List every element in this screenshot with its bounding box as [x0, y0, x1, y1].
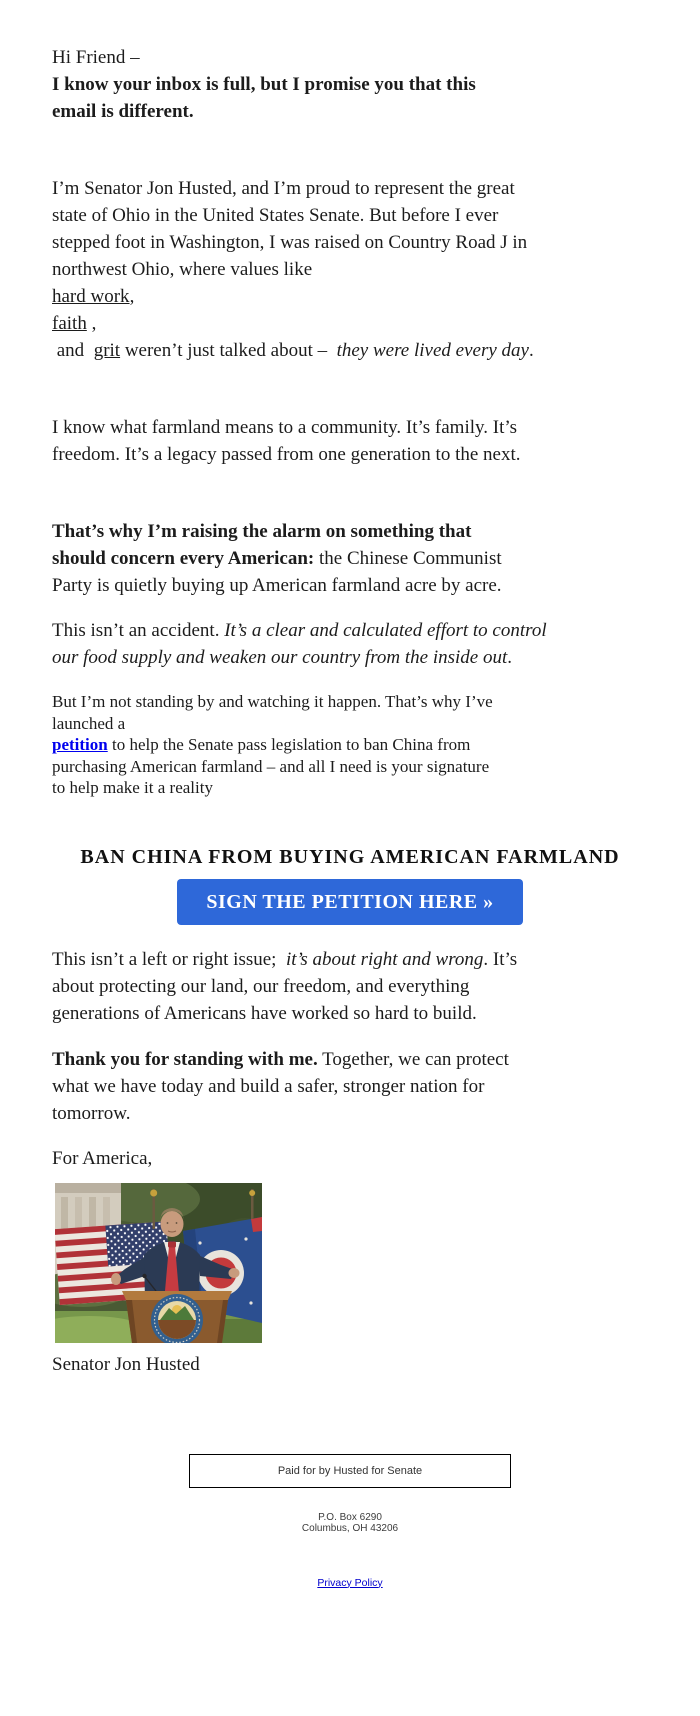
email-body — [50, 0, 650, 1716]
text-segment: generations of Americans have worked so hard to build. — [52, 1002, 477, 1024]
text-segment: it’s about right and wrong — [285, 948, 484, 970]
text-segment: northwest Ohio, where values like — [52, 259, 313, 280]
text-segment: faith — [52, 313, 87, 334]
petition-paragraph — [52, 691, 650, 799]
sign-petition-button[interactable]: SIGN THE PETITION HERE » — [177, 879, 523, 925]
paid-for-text: Paid for by Husted for Senate — [277, 1464, 423, 1477]
petition-heading: BAN CHINA FROM BUYING AMERICAN FARMLAND — [80, 845, 620, 868]
text-segment: . It’s — [483, 948, 518, 970]
mailing-address — [50, 1512, 650, 1535]
text-segment: Hi Friend – — [52, 47, 140, 68]
text-segment: It’s a clear and calculated effort to control — [224, 620, 547, 641]
senator-photo — [55, 1183, 262, 1343]
privacy-row — [50, 1577, 650, 1589]
text-segment: purchasing American farmland – and all I need is your signature — [52, 756, 490, 776]
farmland-paragraph — [52, 414, 650, 468]
text-segment: tomorrow. — [52, 1102, 131, 1124]
text-segment: to help the Senate pass legislation to ban China from — [107, 735, 471, 754]
text-segment: This isn’t a left or right issue; — [52, 948, 286, 970]
text-segment: hard work — [52, 286, 130, 307]
email-footer — [50, 1454, 650, 1589]
text-segment: and — [52, 340, 94, 361]
text-segment: This isn’t an accident. — [52, 620, 225, 641]
text-segment: I’m Senator Jon Husted, and I’m proud to represent the great — [52, 178, 515, 199]
text-segment: the Chinese Communist — [314, 548, 502, 569]
head — [161, 1211, 184, 1237]
thanks-paragraph — [52, 1046, 650, 1127]
signature-name: Senator Jon Husted — [52, 1353, 200, 1375]
text-segment: freedom. It’s a legacy passed from one generation to the next. — [52, 444, 521, 465]
text-segment: . — [528, 340, 534, 361]
petition-link[interactable]: petition — [52, 735, 108, 754]
text-segment: should concern every American: — [52, 548, 315, 569]
text-segment: . — [507, 647, 512, 668]
text-segment: our food supply and weaken our country from the inside out — [52, 647, 508, 668]
text-segment: Together, we can protect — [317, 1048, 509, 1070]
text-segment: grit — [93, 340, 121, 361]
text-segment: they were lived every day — [336, 340, 529, 361]
flagpole-finial — [150, 1189, 157, 1196]
address-line-1: P.O. Box 6290 — [318, 1511, 382, 1523]
text-segment: , — [86, 313, 97, 334]
text-segment: I know your inbox is full, but I promise you that this — [52, 74, 476, 95]
privacy-policy-link[interactable]: Privacy Policy — [317, 1576, 383, 1589]
text-segment: For America, — [52, 1147, 153, 1169]
text-segment: state of Ohio in the United States Senate. But before I ever — [52, 205, 499, 226]
text-segment: Party is quietly buying up American farmland acre by acre. — [52, 575, 502, 596]
address-line-2: Columbus, OH 43206 — [301, 1523, 399, 1534]
greeting-paragraph — [52, 44, 650, 125]
text-segment: But I’m not standing by and watching it happen. That’s why I’ve — [52, 692, 493, 711]
accident-paragraph — [52, 617, 650, 671]
text-segment: what we have today and build a safer, stronger nation for — [52, 1075, 485, 1097]
text-segment: to help make it a reality — [52, 778, 213, 797]
text-segment: That’s why I’m raising the alarm on something that — [52, 521, 472, 542]
text-segment: , — [129, 286, 135, 307]
issue-paragraph — [52, 946, 650, 1027]
text-segment: about protecting our land, our freedom, and everything — [52, 975, 470, 997]
alarm-paragraph — [52, 518, 650, 599]
cta-button-row — [50, 879, 650, 925]
intro-paragraph — [52, 175, 650, 364]
text-segment: stepped foot in Washington, I was raised on Country Road J in — [52, 232, 528, 253]
text-segment: Thank you for standing with me. — [52, 1048, 318, 1070]
text-segment: email is different. — [52, 101, 194, 122]
text-segment: launched a — [52, 713, 126, 733]
text-segment: weren’t just talked about – — [120, 340, 337, 361]
closing-line — [52, 1145, 650, 1172]
text-segment: I know what farmland means to a community. It’s family. It’s — [52, 417, 518, 438]
paid-for-disclaimer-box — [189, 1454, 511, 1488]
